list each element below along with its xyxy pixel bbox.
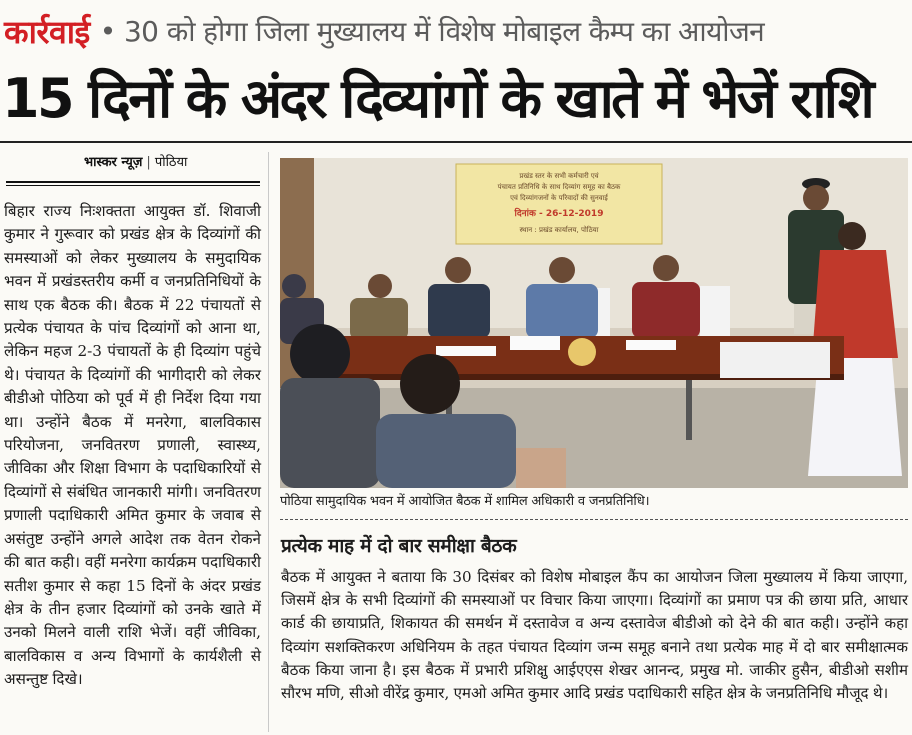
subheading: प्रत्येक माह में दो बार समीक्षा बैठक: [281, 535, 517, 557]
column-divider: [268, 152, 269, 732]
dateline-place: पोठिया: [154, 155, 188, 170]
banner-line-1: प्रखंड स्तर के सभी कर्मचारी एवं: [519, 172, 599, 180]
headline-divider: [0, 141, 912, 143]
dateline-source: भास्कर न्यूज़: [84, 155, 143, 170]
section-separator: [280, 519, 908, 520]
banner-venue: स्थान : प्रखंड कार्यालय, पोठिया: [519, 226, 599, 234]
kicker-line: [4, 6, 908, 56]
news-photo: [280, 158, 908, 488]
dateline-rule: [6, 181, 260, 183]
dateline-rule-thin: [6, 185, 260, 186]
left-article-text: बिहार राज्य निःशक्तता आयुक्त डॉ. शिवाजी कुमार ने गुरूवार को प्रखंड क्षेत्र के दिव्यांगों की समस्याओं को लेकर मुख्यालय के समुदायिक भवन में प्रखंडस्तरीय कर्मी व जनप्रतिनिधियों के साथ एक बैठक की। बैठक में 22 पंचायतों से प्रत्येक पंचायत के पांच दिव्यांगों को आना था, लेकिन महज 2-3 पंचायतों के ही दिव्यांग पहुंचे थे। पंचायत के दिव्यांगों की भागीदारी को लेकर बीडीओ पोठिया को पूर्व में ही निर्देश दिया गया था। उन्होंने बैठक में मनरेगा, बालविकास परियोजना, जनवितरण प्रणाली, स्वास्थ्य, जीविका और शिक्षा विभाग के पदाधिकारियों से दिव्यांगों से संबंधित जानकारी मांगी। जनवितरण प्रणाली पदाधिकारी अमित कुमार के जवाब से असंतुष्ट उन्होंने अगले आदेश तक वेतन रोकने की बात कही। वहीं मनरेगा कार्यक्रम पदाधिकारी सतीश कुमार से कहा 15 दिनों के अंदर प्रखंड क्षेत्र के तीन हजार दिव्यांगों को उनके खाते में उनको मिलने वाली राशि भेजें। वहीं जीविका, बालविकास व अन्य विभागों के कार्यशैली से असन्तुष्ट दिखे।: [4, 202, 261, 689]
banner-date: दिनांक - 26-12-2019: [514, 209, 604, 219]
banner-line-3: एवं दिव्यांगजनों के परिवादों की सुनवाई: [510, 194, 608, 202]
dateline: [84, 152, 187, 170]
dateline-separator: |: [146, 155, 151, 170]
headline: 15 दिनों के अंदर दिव्यांगों के खाते में भेजें राशि: [2, 67, 872, 130]
kicker-label: कार्रवाई: [4, 12, 90, 51]
right-article-text: बैठक में आयुक्त ने बताया कि 30 दिसंबर को विशेष मोबाइल कैंप का आयोजन जिला मुख्यालय में किया जाएगा, जिसमें क्षेत्र के सभी दिव्यांगों की समस्याओं पर विचार किया जाएगा। दिव्यांगों का प्रमाण पत्र की छाया प्रति, आधार कार्ड की छायाप्रति, शिकायत की समर्थन में दस्तावेज व अन्य दस्तावेज बीडीओ को देने की बात कही। उन्होंने कहा दिव्यांग सशक्तिकरण अधिनियम के तहत पंचायत दिव्यांग जन्म समूह बनाने तथा प्रत्येक माह में दो बार समीक्षात्मक बैठक किया जाना है। इस बैठक में प्रभारी प्रशिक्षु आईएएस शेखर आनन्द, प्रमुख मो. जाकीर हुसैन, बीडीओ सशीम सौरभ मणि, सीओ वीरेंद्र कुमार, एमओ अमित कुमार आदि प्रखंड पदाधिकारी सहित क्षेत्र के जनप्रतिनिधि मौजूद थे।: [281, 568, 908, 703]
photo-caption: पोठिया सामुदायिक भवन में आयोजित बैठक में शामिल अधिकारी व जनप्रतिनिधि।: [280, 494, 650, 509]
kicker-text: • 30 को होगा जिला मुख्यालय में विशेष मोबाइल कैम्प का आयोजन: [99, 15, 765, 48]
event-banner: [456, 164, 662, 244]
banner-line-2: पंचायत प्रतिनिधि के साथ दिव्यांग समूह का बैठक: [497, 183, 621, 191]
